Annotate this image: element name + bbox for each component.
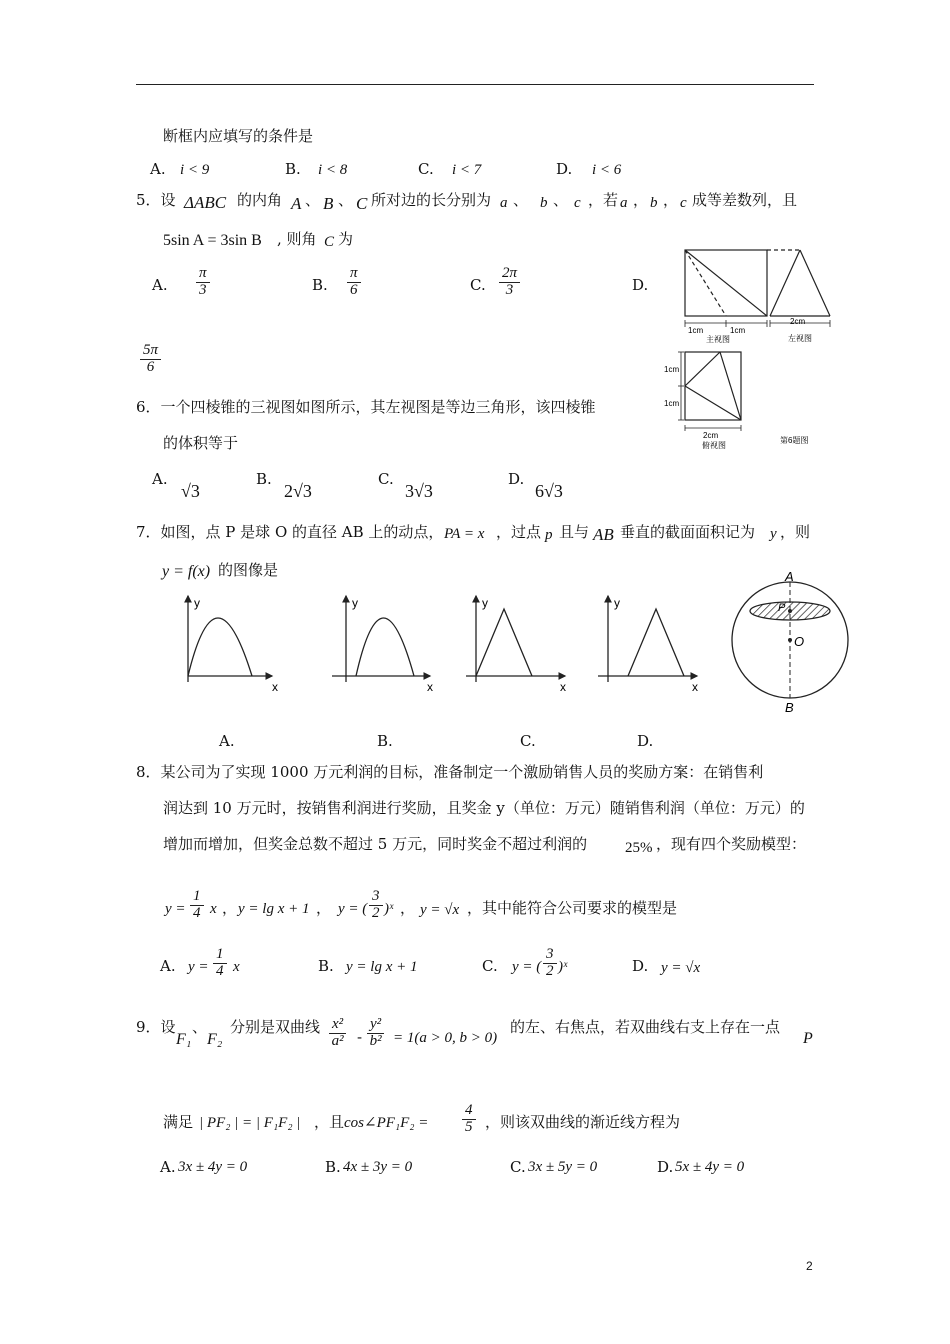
- q9-line-2b: ，且: [314, 1113, 345, 1131]
- q7-line-1e: ，则: [780, 523, 811, 541]
- q5-text-3: ，若: [588, 191, 619, 209]
- q5-side-c2: c: [680, 195, 687, 211]
- q6-option-d: 6√3: [535, 481, 563, 501]
- q8-line-3b: ，现有四个奖励模型：: [656, 835, 807, 853]
- q7-point-p: p: [545, 527, 553, 543]
- q7-line-2: 的图像是: [218, 561, 279, 579]
- q9-line-2c: ，则该双曲线的渐近线方程为: [485, 1113, 681, 1131]
- q6-option-a-label: A.: [152, 470, 168, 488]
- q8-option-a-label: A.: [160, 957, 176, 975]
- q7-label-d: D.: [637, 732, 654, 750]
- q9-option-b-label: B.: [325, 1158, 341, 1176]
- graph-a-y-label: y: [194, 596, 200, 610]
- q5-option-d: $\frac{5\pi}{6}$: [140, 343, 161, 376]
- graph-b: [332, 596, 430, 682]
- q5-side-a2: a: [620, 195, 628, 211]
- dim-1cm-a: 1cm: [688, 326, 704, 335]
- graph-a-x-label: x: [272, 680, 278, 694]
- q8-option-b-label: B.: [318, 957, 334, 975]
- q7-label-c: C.: [520, 732, 536, 750]
- q6-line-1: 6．一个四棱锥的三视图如图所示，其左视图是等边三角形，该四棱锥: [136, 398, 596, 416]
- q5-text-1: 的内角: [237, 191, 283, 209]
- q5-side-b2: b: [650, 195, 658, 211]
- q5-angle-c: C: [356, 194, 368, 213]
- q8-models-tail: ，其中能符合公司要求的模型是: [467, 899, 678, 917]
- graph-b-y-label: y: [352, 596, 358, 610]
- q8-option-c-label: C.: [482, 957, 498, 975]
- sphere-label-b: B: [785, 700, 794, 715]
- q9-condition: | PF₂ | = | F₁F₂ |: [199, 1115, 301, 1131]
- q9-option-b: 4x ± 3y = 0: [343, 1159, 413, 1175]
- q9-option-c: 3x ± 5y = 0: [528, 1159, 598, 1175]
- graph-d: [598, 596, 697, 682]
- front-view: [685, 250, 800, 316]
- q7-graph-options: [160, 590, 720, 700]
- graph-d-x-label: x: [692, 680, 698, 694]
- q9-cos: cos∠PF₁F₂ =: [344, 1115, 429, 1131]
- q5-option-a: $\frac{\pi}{3}$: [196, 266, 210, 299]
- q4-option-b: i < 8: [318, 162, 348, 178]
- q5-number: 5．设: [136, 191, 176, 209]
- dim-1cm-b: 1cm: [730, 326, 746, 335]
- q5-sep-2: 、: [338, 191, 354, 209]
- q6-option-b-label: B.: [256, 470, 272, 488]
- q6-option-a: √3: [181, 481, 200, 501]
- graph-c: [466, 596, 565, 682]
- q7-label-a: A.: [219, 732, 235, 750]
- q5-option-c: $\frac{2\pi}{3}$: [499, 266, 520, 299]
- dim-1cm-d: 1cm: [664, 399, 680, 408]
- q5-text-4: 成等差数列，且: [692, 191, 798, 209]
- q5-side-a: a: [500, 195, 508, 211]
- q5-sep-1: 、: [305, 191, 321, 209]
- q7-line-1d: 垂直的截面面积记为: [620, 523, 756, 541]
- q4-option-c: i < 7: [452, 162, 482, 178]
- header-rule: [136, 84, 814, 85]
- q4-option-b-label: B.: [285, 160, 301, 178]
- q9-option-d: 5x ± 4y = 0: [675, 1159, 745, 1175]
- q5-option-c-label: C.: [470, 276, 486, 294]
- q5-option-d-label: D.: [632, 276, 649, 294]
- q6-option-c: 3√3: [405, 481, 433, 501]
- q7-line-1a: 7．如图，点 P 是球 O 的直径 AB 上的动点，: [136, 523, 444, 541]
- q5-comma-1: ，: [633, 191, 649, 209]
- q9-f2: F₂: [207, 1031, 223, 1048]
- graph-d-y-label: y: [614, 596, 620, 610]
- figure-caption: 第6题图: [780, 436, 809, 445]
- q5-angle-c3: C: [324, 234, 335, 250]
- dim-2cm-top: 2cm: [703, 431, 719, 440]
- dim-1cm-c: 1cm: [664, 365, 680, 374]
- sphere-label-a: A: [785, 569, 794, 584]
- q9-text-2: 的左、右焦点，若双曲线右支上存在一点: [510, 1018, 781, 1036]
- q8-option-a: $\frac{1}{4}$: [213, 947, 227, 980]
- q5-angle-b: B: [323, 194, 334, 213]
- front-view-label: 主视图: [706, 335, 730, 344]
- graph-c-x-label: x: [560, 680, 566, 694]
- q5-option-b: $\frac{\pi}{6}$: [347, 266, 361, 299]
- q5-option-b-label: B.: [312, 276, 328, 294]
- q5-sep-3: 、: [513, 191, 529, 209]
- q5-equation: 5sin A = 3sin B: [163, 232, 262, 249]
- q7-y: y: [770, 526, 777, 542]
- q9-frac-x: $\frac{\text{x²}}{\text{a²}}$: [329, 1017, 346, 1050]
- q5-side-b: b: [540, 195, 548, 211]
- q4-option-d: i < 6: [592, 162, 622, 178]
- q8-option-b: y = lg x + 1: [346, 959, 418, 975]
- q7-line-1c: 且与: [559, 523, 590, 541]
- q9-equation-tail: = 1(a > 0, b > 0): [393, 1030, 498, 1046]
- q7-function: y = f(x): [162, 563, 211, 580]
- q9-line-2a: 满足: [163, 1113, 194, 1131]
- q8-percent: 25%: [625, 840, 653, 856]
- q9-frac-y: $\frac{\text{y²}}{\text{b²}}$: [367, 1017, 384, 1050]
- q7-line-1b: ，过点: [496, 523, 542, 541]
- q4-option-a-label: A.: [150, 160, 166, 178]
- q5-side-c: c: [574, 195, 581, 211]
- q9-number: 9．设: [136, 1018, 176, 1036]
- q8-line-2: 润达到 10 万元时，按销售利润进行奖励，且奖金 y（单位：万元）随销售利润（单位：万元）的: [163, 799, 805, 817]
- side-view-label: 左视图: [788, 334, 812, 343]
- sphere-label-o: O: [794, 634, 805, 649]
- q9-point-p: P: [803, 1030, 813, 1047]
- q4-option-d-label: D.: [556, 160, 573, 178]
- q8-model-2: y = lg x + 1: [238, 901, 310, 917]
- side-view: [770, 250, 830, 316]
- dim-2cm-side: 2cm: [790, 317, 806, 326]
- q4-option-c-label: C.: [418, 160, 434, 178]
- q7-sphere-figure: [728, 568, 854, 716]
- graph-a: [188, 596, 272, 682]
- q9-text-1: 分别是双曲线: [230, 1018, 321, 1036]
- q9-dun: 、: [192, 1018, 208, 1036]
- q6-option-b: 2√3: [284, 481, 312, 501]
- q4-continuation: 断框内应填写的条件是: [163, 127, 314, 145]
- page-number: 2: [806, 1259, 813, 1273]
- q8-option-d-label: D.: [632, 957, 649, 975]
- q7-label-b: B.: [377, 732, 393, 750]
- q8-model-4: y = √x: [420, 902, 460, 918]
- q8-option-d: y = √x: [661, 960, 701, 976]
- q5-triangle: ΔABC: [184, 193, 227, 212]
- q9-option-c-label: C.: [510, 1158, 526, 1176]
- q9-f1: F₁: [176, 1031, 192, 1048]
- q5-option-a-label: A.: [152, 276, 168, 294]
- q6-three-view-figure: [660, 245, 845, 455]
- q6-option-c-label: C.: [378, 470, 394, 488]
- q5-text-6: 为: [338, 230, 354, 248]
- top-view: [685, 352, 741, 420]
- q5-text-2: 所对边的长分别为: [371, 191, 492, 209]
- q8-model-1-fraction: $\frac{1}{4}$: [190, 889, 204, 922]
- q9-minus: -: [357, 1028, 363, 1046]
- sphere-label-p: P: [778, 602, 786, 614]
- q8-line-3a: 增加而增加，但奖金总数不超过 5 万元，同时奖金不超过利润的: [163, 835, 588, 853]
- graph-b-x-label: x: [427, 680, 433, 694]
- q5-text-5: , 则角: [277, 230, 317, 248]
- top-view-label: 俯视图: [702, 441, 726, 450]
- graph-c-y-label: y: [482, 596, 488, 610]
- q5-comma-2: ，: [663, 191, 679, 209]
- q8-line-1: 8．某公司为了实现 1000 万元利润的目标，准备制定一个激励销售人员的奖励方案：在销售利: [136, 763, 764, 781]
- q9-option-a: 3x ± 4y = 0: [178, 1159, 248, 1175]
- q5-angle-a: A: [291, 194, 302, 213]
- q9-cos-value: $\frac{4}{5}$: [462, 1103, 476, 1136]
- q9-option-a-label: A.: [160, 1158, 176, 1176]
- q7-pa-equation: PA = x: [444, 526, 485, 542]
- q8-option-c: $\frac{3}{2}$: [543, 947, 557, 980]
- q6-line-2: 的体积等于: [163, 434, 239, 452]
- q8-model-3-fraction: $\frac{3}{2}$: [369, 889, 383, 922]
- q6-option-d-label: D.: [508, 470, 525, 488]
- q9-option-d-label: D.: [657, 1158, 674, 1176]
- q5-sep-4: 、: [553, 191, 569, 209]
- q7-ab: AB: [593, 525, 614, 544]
- q4-option-a: i < 9: [180, 162, 210, 178]
